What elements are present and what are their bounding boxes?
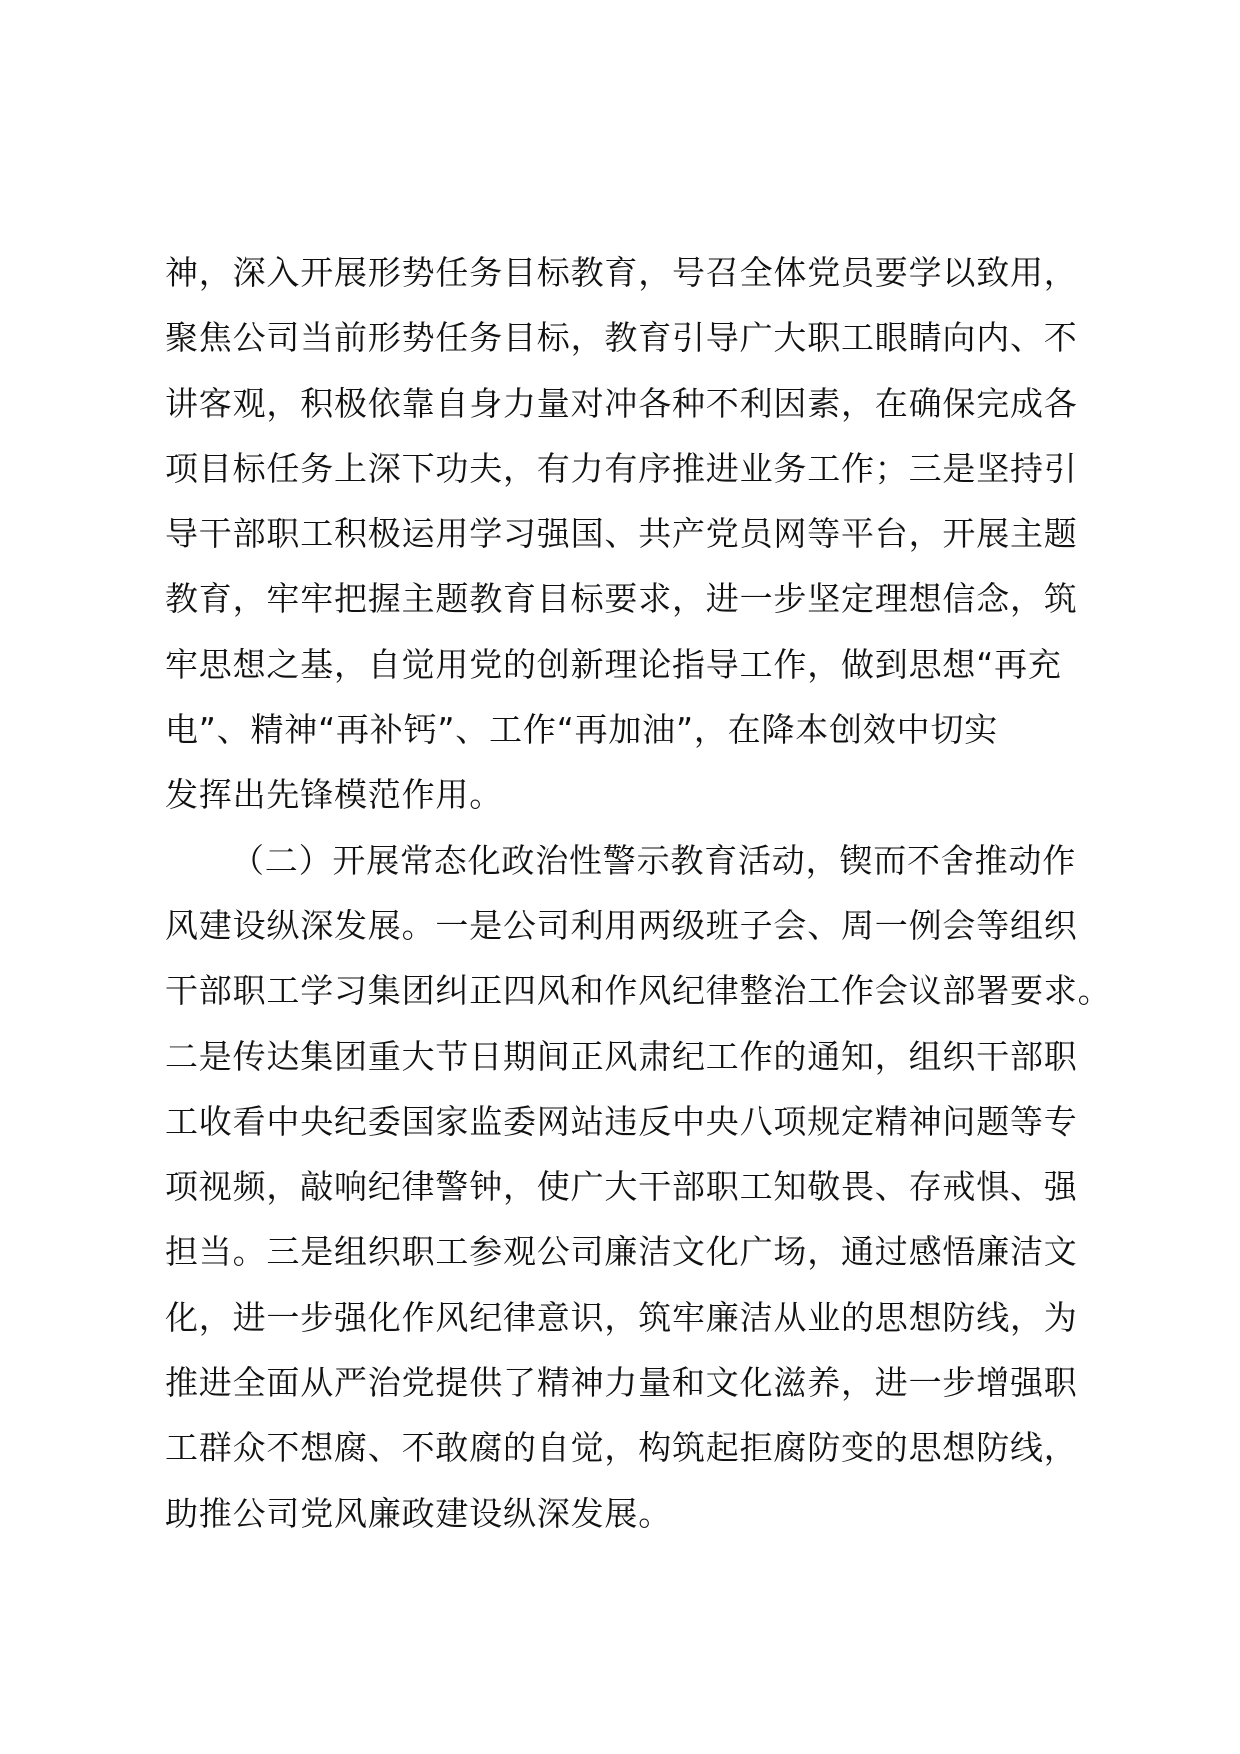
text-line: 发挥出先锋模范作用。 (165, 775, 503, 815)
text-line: 项视频，敲响纪律警钟，使广大干部职工知敬畏、存戒惧、强 (165, 1167, 1078, 1207)
text-line: 工群众不想腐、不敢腐的自觉，构筑起拒腐防变的思想防线， (165, 1428, 1078, 1468)
body-text (165, 240, 1112, 1546)
text-line: 项目标任务上深下功夫，有力有序推进业务工作；三是坚持引 (165, 448, 1078, 488)
text-line: 电”、精神“再补钙”、工作“再加油”，在降本创效中切实 (165, 710, 999, 750)
text-line: 推进全面从严治党提供了精神力量和文化滋养，进一步增强职 (165, 1363, 1078, 1403)
text-line: 导干部职工积极运用学习强国、共产党员网等平台，开展主题 (165, 514, 1078, 554)
section-heading-line: （二）开展常态化政治性警示教育活动，锲而不舍推动作 (231, 840, 1076, 880)
text-line: 化，进一步强化作风纪律意识，筑牢廉洁从业的思想防线，为 (165, 1297, 1078, 1337)
text-line: 工收看中央纪委国家监委网站违反中央八项规定精神问题等专 (165, 1101, 1078, 1141)
text-line: 教育，牢牢把握主题教育目标要求，进一步坚定理想信念，筑 (165, 579, 1078, 619)
text-line: 讲客观，积极依靠自身力量对冲各种不利因素，在确保完成各 (165, 383, 1078, 423)
text-line: 干部职工学习集团纠正四风和作风纪律整治工作会议部署要求。 (165, 971, 1112, 1011)
text-line: 二是传达集团重大节日期间正风肃纪工作的通知，组织干部职 (165, 1036, 1078, 1076)
text-line: 风建设纵深发展。一是公司利用两级班子会、周一例会等组织 (165, 905, 1078, 945)
text-line: 牢思想之基，自觉用党的创新理论指导工作，做到思想“再充 (165, 644, 1062, 684)
text-line: 神，深入开展形势任务目标教育，号召全体党员要学以致用， (165, 253, 1078, 292)
text-line: 聚焦公司当前形势任务目标，教育引导广大职工眼睛向内、不 (165, 318, 1078, 358)
text-line: 助推公司党风廉政建设纵深发展。 (165, 1493, 672, 1533)
text-line: 担当。三是组织职工参观公司廉洁文化广场，通过感悟廉洁文 (165, 1232, 1078, 1272)
